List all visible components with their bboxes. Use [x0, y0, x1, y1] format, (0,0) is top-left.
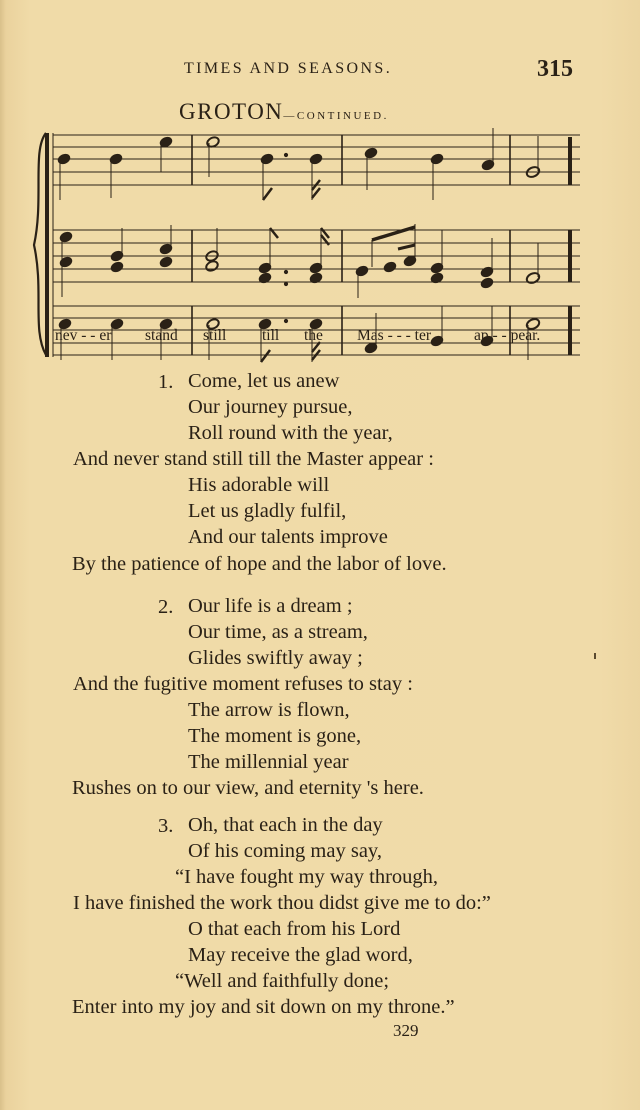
verse-line: “I have fought my way through, [175, 866, 439, 888]
verse-line: Come, let us anew [188, 370, 340, 392]
brace-icon [34, 133, 46, 355]
verse-line: Let us gladly fulfil, [188, 500, 347, 522]
tune-name: GROTON [179, 99, 284, 124]
tune-title [179, 99, 389, 125]
verse-line: And our talents improve [188, 526, 388, 548]
verse-line: And the fugitive moment refuses to stay : [73, 673, 413, 695]
tune-continued: —CONTINUED. [283, 110, 389, 122]
lyric-syllable: ap - - pear. [474, 327, 541, 344]
verse-number: 2. [158, 596, 174, 618]
verse-line: His adorable will [188, 474, 330, 496]
verse-number: 3. [158, 815, 174, 837]
running-head [0, 56, 640, 84]
signature-number: 329 [393, 1021, 419, 1040]
lyric-syllable: the [304, 327, 323, 344]
verse-line: The millennial year [188, 751, 349, 773]
verse-line: Rushes on to our view, and eternity 's here. [72, 777, 424, 799]
verse-line: The arrow is flown, [188, 699, 350, 721]
music-score [0, 125, 640, 365]
lyric-syllable: till [262, 327, 280, 344]
lyric-syllable: nev - - er [55, 327, 112, 344]
paper-blemish [594, 653, 596, 659]
section-title: TIMES AND SEASONS. [184, 60, 393, 77]
verse-line: Our life is a dream ; [188, 595, 353, 617]
verse-line: Of his coming may say, [188, 840, 382, 862]
verse-line: Our journey pursue, [188, 396, 353, 418]
verse-line: Glides swiftly away ; [188, 647, 363, 669]
verse-line: May receive the glad word, [188, 944, 413, 966]
verse-line: “Well and faithfully done; [175, 970, 390, 992]
lyric-syllable: stand [145, 327, 178, 344]
verse-line: Roll round with the year, [188, 422, 393, 444]
page-number: 315 [537, 56, 573, 82]
verse-line: By the patience of hope and the labor of love. [72, 553, 447, 575]
verse-line: And never stand still till the Master appear : [73, 448, 434, 470]
verse-line: Oh, that each in the day [188, 814, 383, 836]
verse-line: O that each from his Lord [188, 918, 401, 940]
verse-number: 1. [158, 371, 174, 393]
lyric-syllable: still [203, 327, 227, 344]
verse-line: The moment is gone, [188, 725, 362, 747]
lyric-syllable: Mas - - - ter [357, 327, 432, 344]
verse-line: Enter into my joy and sit down on my throne.” [72, 996, 455, 1018]
verse-line: I have finished the work thou didst give me to do:” [73, 892, 491, 914]
verse-line: Our time, as a stream, [188, 621, 368, 643]
